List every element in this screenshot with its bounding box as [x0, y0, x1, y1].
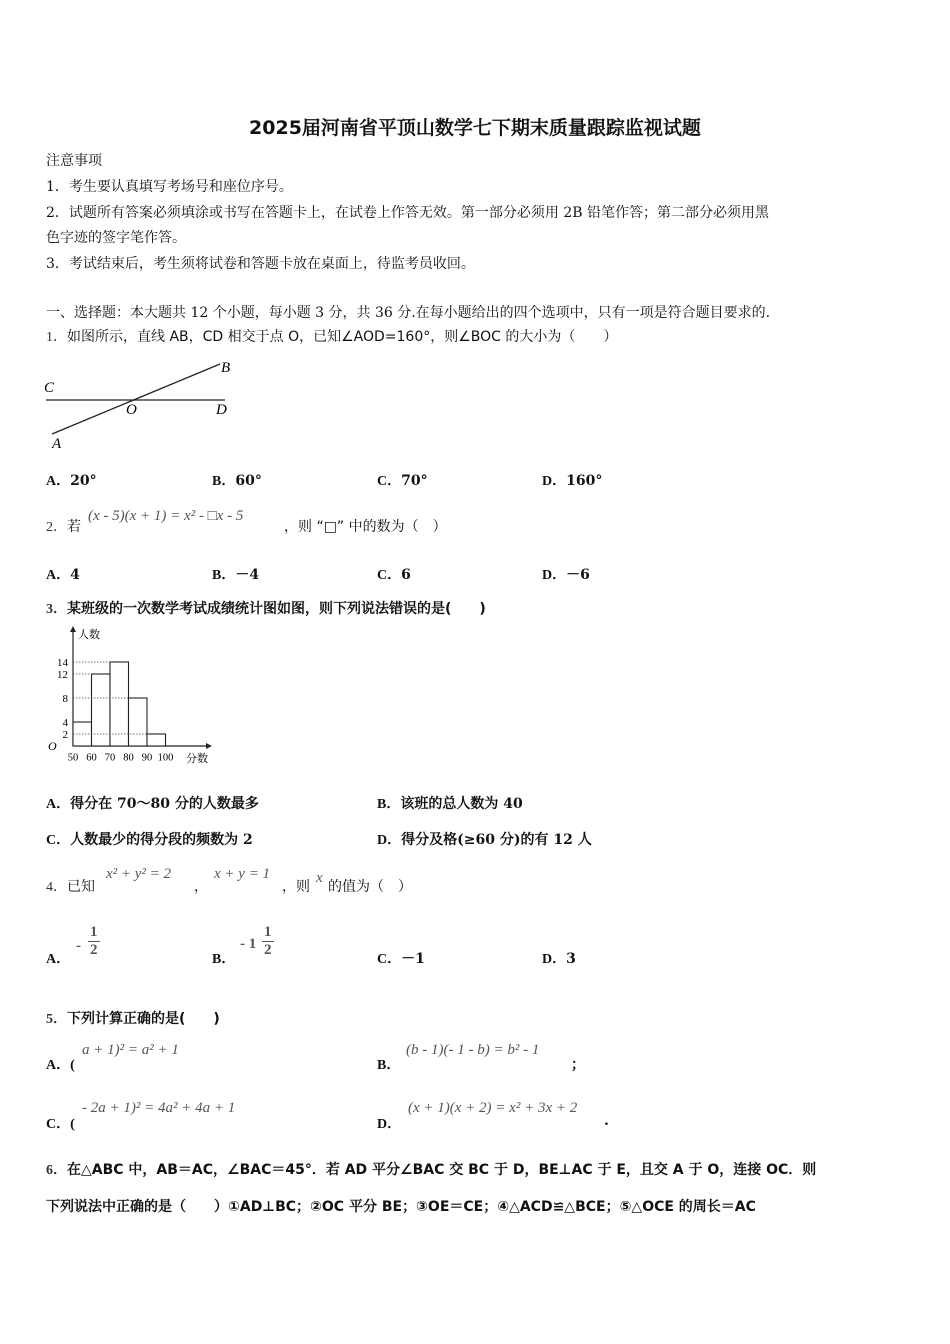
x-tick-label: 60	[86, 752, 97, 764]
x-tick-label: 90	[141, 752, 153, 764]
q5-option-a-formula: a + 1)² = a² + 1	[82, 1042, 179, 1058]
q4-suffix: 的值为（ ）	[328, 879, 412, 895]
q4-separator: ，	[194, 879, 208, 895]
histogram-bar	[147, 734, 166, 746]
question-5	[46, 1008, 220, 1028]
question-number: 1．	[46, 330, 67, 345]
q4-var: x	[316, 870, 323, 886]
intersecting-lines-figure	[40, 352, 240, 452]
y-axis-label: 人数	[78, 629, 100, 641]
histogram-bar	[92, 674, 111, 746]
notice-item-3: 3．考试结束后，考生须将试卷和答题卡放在桌面上，待监考员收回。	[46, 256, 475, 272]
label-b: B	[221, 360, 231, 376]
q1-option-c[interactable]: C．70°	[377, 473, 428, 489]
notice-item-2: 2．试题所有答案必须填涂或书写在答题卡上，在试卷上作答无效。第一部分必须用 2B 铅笔作答；第二部分必须用黑	[46, 205, 769, 221]
question-text: 下列计算正确的是( )	[67, 1011, 220, 1027]
q3-option-d[interactable]: D．得分及格(≥60 分)的有 12 人	[377, 832, 592, 848]
q5-option-c[interactable]: C．(	[46, 1117, 75, 1132]
question-number: 3．	[46, 602, 67, 617]
origin-label: O	[48, 739, 57, 753]
q3-option-c[interactable]: C．人数最少的得分段的频数为 2	[46, 832, 253, 848]
section-heading: 一、选择题：本大题共 12 个小题，每小题 3 分，共 36 分.在每小题给出的四个选项中，只有一项是符合题目要求的.	[46, 305, 771, 321]
notice-heading: 注意事项	[46, 153, 102, 169]
q4-mid: ，则	[282, 879, 310, 895]
q2-formula: (x - 5)(x + 1) = x² - □x - 5	[88, 508, 244, 524]
q2-option-a[interactable]: A．4	[46, 567, 80, 583]
question-number: 5．	[46, 1012, 67, 1027]
q4-option-d[interactable]: D．3	[542, 951, 576, 967]
q4-eq1: x² + y² = 2	[106, 866, 172, 882]
q3-option-b[interactable]: B．该班的总人数为 40	[377, 796, 523, 812]
question-text: 在△ABC 中，AB＝AC，∠BAC＝45°．若 AD 平分∠BAC 交 BC 于 D，BE⊥AC 于 E，且交 A 于 O，连接 OC．则	[67, 1162, 817, 1178]
q4-option-a[interactable]: A． - $\frac{1}{2}$	[46, 924, 98, 967]
question-4	[46, 876, 95, 896]
question-1	[46, 326, 617, 346]
q4-eq2: x + y = 1	[214, 866, 271, 882]
x-tick-label: 80	[123, 752, 134, 764]
y-tick-label: 12	[57, 669, 68, 681]
y-tick-label: 4	[62, 717, 68, 729]
q5-option-b-formula: (b - 1)(- 1 - b) = b² - 1	[406, 1042, 540, 1058]
x-axis-label: 分数	[186, 753, 208, 764]
q5-option-d[interactable]: D．	[377, 1117, 402, 1132]
q5-option-b[interactable]: B．	[377, 1058, 401, 1073]
q2-suffix: ，则 “□” 中的数为（ ）	[284, 519, 447, 535]
q2-option-d[interactable]: D．－6	[542, 567, 590, 583]
x-tick-label: 70	[104, 752, 116, 764]
q2-option-b[interactable]: B．－4	[212, 567, 260, 583]
label-a: A	[52, 436, 62, 452]
notice-item-1: 1．考生要认真填写考场号和座位序号。	[46, 179, 293, 195]
question-6	[46, 1159, 816, 1179]
x-axis-arrow	[206, 743, 212, 749]
question-3	[46, 598, 486, 618]
histogram-bar	[129, 698, 148, 746]
score-histogram	[40, 624, 220, 764]
question-2	[46, 516, 81, 536]
q2-option-c[interactable]: C．6	[377, 567, 411, 583]
label-o: O	[126, 402, 137, 418]
question-text: 如图所示，直线 AB，CD 相交于点 O，已知∠AOD=160°，则∠BOC 的大小为（ ）	[67, 329, 618, 345]
q4-option-c[interactable]: C．－1	[377, 951, 425, 967]
notice-item-2-cont: 色字迹的签字笔作答。	[46, 230, 186, 246]
question-prefix: 若	[67, 519, 81, 535]
y-axis-arrow	[70, 626, 76, 632]
page-title: 2025届河南省平顶山数学七下期末质量跟踪监视试题	[249, 117, 701, 139]
y-tick-label: 2	[62, 729, 68, 741]
label-c: C	[44, 380, 55, 396]
y-tick-label: 8	[62, 693, 68, 705]
question-number: 4．	[46, 880, 67, 895]
q5-option-d-formula: (x + 1)(x + 2) = x² + 3x + 2	[408, 1100, 578, 1116]
question-text: 某班级的一次数学考试成绩统计图如图，则下列说法错误的是( )	[67, 601, 486, 617]
q5-option-b-tail: ；	[571, 1057, 585, 1073]
q5-option-d-tail: .	[604, 1113, 609, 1129]
histogram-bar	[110, 662, 129, 746]
label-d: D	[216, 402, 227, 418]
question-number: 6．	[46, 1163, 67, 1178]
q1-option-d[interactable]: D．160°	[542, 473, 603, 489]
question-prefix: 已知	[67, 879, 95, 895]
y-tick-label: 14	[57, 657, 68, 669]
q1-option-a[interactable]: A．20°	[46, 473, 97, 489]
x-tick-label: 100	[157, 752, 174, 764]
x-tick-label: 50	[67, 752, 79, 764]
line-ab	[52, 364, 220, 434]
q3-option-a[interactable]: A．得分在 70～80 分的人数最多	[46, 796, 259, 812]
q4-option-b[interactable]: B． - 1 $\frac{1}{2}$	[212, 924, 272, 967]
q1-option-b[interactable]: B．60°	[212, 473, 262, 489]
question-number: 2．	[46, 520, 67, 535]
question-6-cont: 下列说法中正确的是（ ）①AD⊥BC；②OC 平分 BE；③OE＝CE；④△ACD≌△BCE；⑤△OCE 的周长＝AC	[46, 1199, 756, 1215]
q5-option-a[interactable]: A．(	[46, 1058, 75, 1073]
q5-option-c-formula: - 2a + 1)² = 4a² + 4a + 1	[82, 1100, 236, 1116]
